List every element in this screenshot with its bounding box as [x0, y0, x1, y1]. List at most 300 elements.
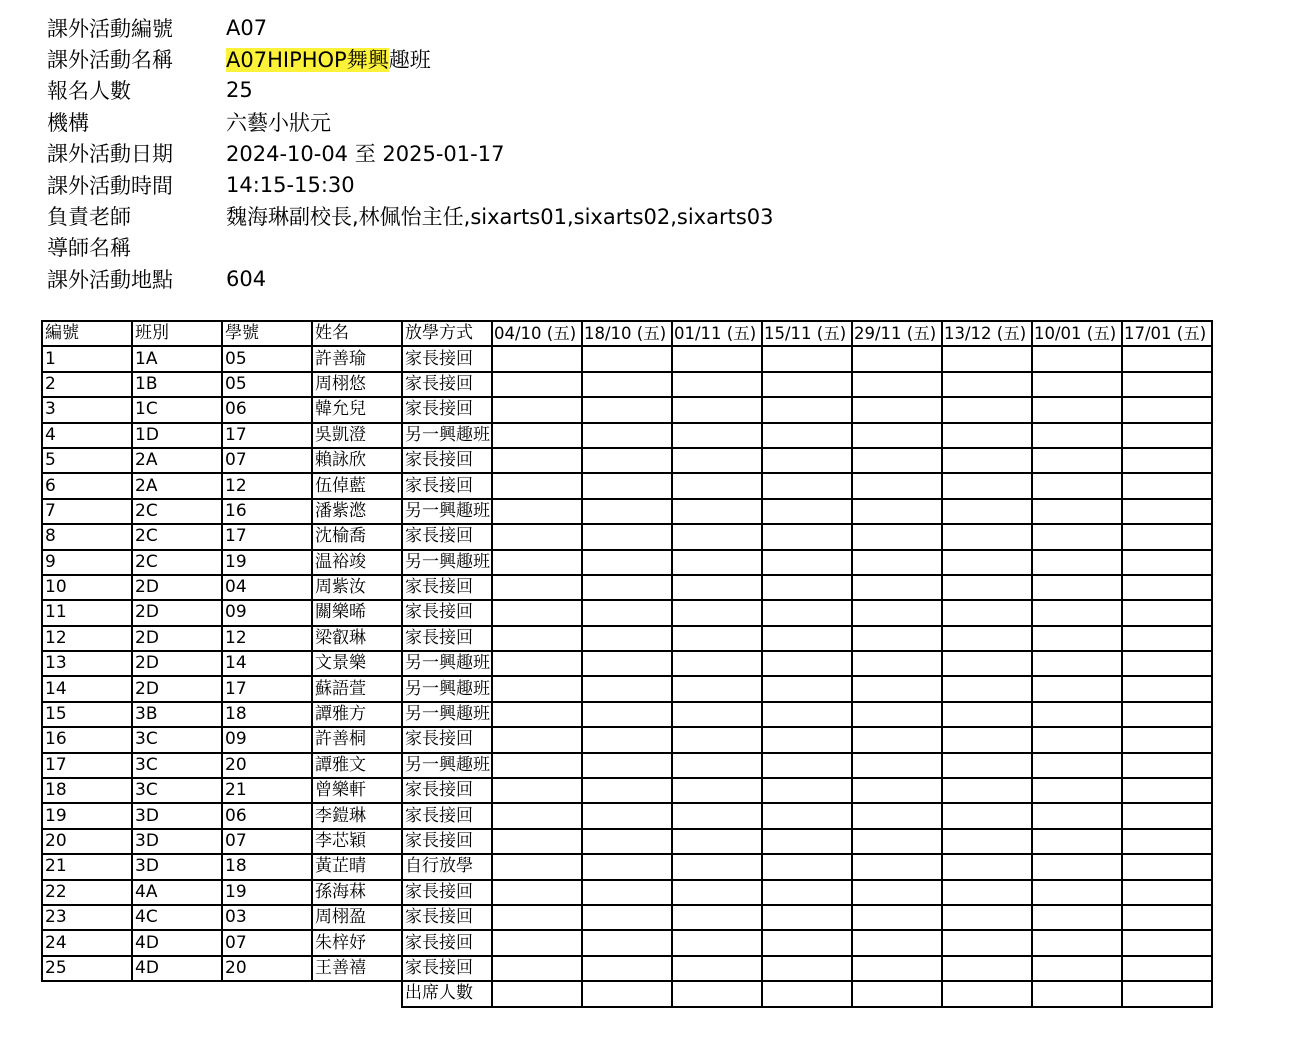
attendance-cell[interactable] [672, 676, 762, 701]
class-cell: 4A [132, 880, 222, 905]
attendance-cell[interactable] [1032, 423, 1122, 448]
organisation-row [47, 106, 774, 137]
attendance-cell[interactable] [492, 803, 582, 828]
attendance-cell[interactable] [582, 550, 672, 575]
attendance-cell[interactable] [1122, 499, 1212, 524]
attendance-cell[interactable] [762, 550, 852, 575]
table-row [42, 651, 1212, 676]
attendance-cell[interactable] [492, 651, 582, 676]
class-cell: 2D [132, 575, 222, 600]
attendance-cell[interactable] [492, 600, 582, 625]
attendance-cell[interactable] [942, 956, 1032, 981]
attendance-cell[interactable] [942, 803, 1032, 828]
attendance-cell[interactable] [582, 600, 672, 625]
attendance-cell[interactable] [672, 930, 762, 955]
attendance-cell[interactable] [852, 956, 942, 981]
attendance-cell[interactable] [1032, 880, 1122, 905]
dismissal-method-cell: 家長接回 [402, 930, 492, 955]
attendance-cell[interactable] [762, 880, 852, 905]
attendance-cell[interactable] [762, 651, 852, 676]
student-number-cell: 03 [222, 905, 312, 930]
attendance-cell[interactable] [852, 829, 942, 854]
student-number-cell: 17 [222, 423, 312, 448]
attendance-cell[interactable] [1122, 930, 1212, 955]
attendance-cell[interactable] [762, 575, 852, 600]
attendance-cell[interactable] [672, 880, 762, 905]
attendance-cell[interactable] [852, 423, 942, 448]
date-column-header: 18/10 (五) [582, 321, 672, 346]
attendance-cell[interactable] [942, 727, 1032, 752]
name-cell: 譚雅方 [312, 702, 402, 727]
row-number-cell: 16 [42, 727, 132, 752]
attendance-cell[interactable] [582, 676, 672, 701]
attendance-cell[interactable] [942, 829, 1032, 854]
dismissal-method-cell: 家長接回 [402, 524, 492, 549]
attendance-cell[interactable] [582, 880, 672, 905]
attendance-cell[interactable] [852, 676, 942, 701]
attendance-cell[interactable] [1032, 626, 1122, 651]
attendance-cell[interactable] [762, 346, 852, 371]
dismissal-method-cell: 另一興趣班 [402, 753, 492, 778]
class-cell: 2A [132, 473, 222, 498]
attendance-cell[interactable] [1122, 651, 1212, 676]
row-number-cell: 4 [42, 423, 132, 448]
attendance-cell[interactable] [1122, 550, 1212, 575]
empty-cell [132, 981, 222, 1006]
name-cell: 潘紫滺 [312, 499, 402, 524]
attendance-cell[interactable] [762, 448, 852, 473]
attendance-cell[interactable] [942, 930, 1032, 955]
attendance-cell[interactable] [1032, 956, 1122, 981]
attendance-cell[interactable] [1122, 905, 1212, 930]
row-number-cell: 22 [42, 880, 132, 905]
attendance-total-cell[interactable] [492, 981, 582, 1006]
name-cell: 許善桐 [312, 727, 402, 752]
attendance-cell[interactable] [582, 473, 672, 498]
attendance-cell[interactable] [672, 473, 762, 498]
name-cell: 周紫汝 [312, 575, 402, 600]
attendance-cell[interactable] [1032, 473, 1122, 498]
attendance-cell[interactable] [852, 575, 942, 600]
attendance-cell[interactable] [582, 346, 672, 371]
attendance-cell[interactable] [672, 829, 762, 854]
attendance-cell[interactable] [852, 880, 942, 905]
attendance-cell[interactable] [852, 372, 942, 397]
attendance-cell[interactable] [942, 626, 1032, 651]
attendance-cell[interactable] [762, 702, 852, 727]
attendance-cell[interactable] [762, 956, 852, 981]
date-column-header: 13/12 (五) [942, 321, 1032, 346]
student-number-cell: 20 [222, 753, 312, 778]
attendance-cell[interactable] [1122, 778, 1212, 803]
table-row [42, 778, 1212, 803]
attendance-cell[interactable] [942, 905, 1032, 930]
row-number-cell: 19 [42, 803, 132, 828]
attendance-cell[interactable] [582, 778, 672, 803]
teacher-value: 魏海琳副校長,林佩怡主任,sixarts01,sixarts02,sixarts03 [226, 205, 774, 230]
class-cell: 3D [132, 803, 222, 828]
attendance-cell[interactable] [942, 778, 1032, 803]
attendance-cell[interactable] [672, 702, 762, 727]
attendance-cell[interactable] [672, 651, 762, 676]
attendance-cell[interactable] [492, 905, 582, 930]
attendance-cell[interactable] [942, 702, 1032, 727]
time-row [47, 169, 774, 200]
attendance-cell[interactable] [852, 626, 942, 651]
class-cell: 1C [132, 397, 222, 422]
row-number-cell: 15 [42, 702, 132, 727]
enrolment-row [47, 75, 774, 106]
attendance-cell[interactable] [852, 448, 942, 473]
attendance-cell[interactable] [672, 854, 762, 879]
name-cell: 許善瑜 [312, 346, 402, 371]
table-row [42, 448, 1212, 473]
attendance-cell[interactable] [1122, 524, 1212, 549]
attendance-cell[interactable] [492, 956, 582, 981]
attendance-cell[interactable] [942, 676, 1032, 701]
attendance-cell[interactable] [942, 880, 1032, 905]
row-number-cell: 21 [42, 854, 132, 879]
attendance-cell[interactable] [942, 854, 1032, 879]
attendance-cell[interactable] [582, 372, 672, 397]
attendance-cell[interactable] [942, 575, 1032, 600]
date-column-header: 04/10 (五) [492, 321, 582, 346]
attendance-cell[interactable] [582, 702, 672, 727]
empty-cell [222, 981, 312, 1006]
attendance-cell[interactable] [1122, 829, 1212, 854]
attendance-cell[interactable] [672, 499, 762, 524]
table-row [42, 575, 1212, 600]
class-cell: 2C [132, 524, 222, 549]
attendance-cell[interactable] [1122, 346, 1212, 371]
attendance-cell[interactable] [852, 473, 942, 498]
attendance-cell[interactable] [582, 803, 672, 828]
venue-label: 課外活動地點 [47, 267, 173, 292]
attendance-cell[interactable] [672, 600, 762, 625]
attendance-cell[interactable] [852, 600, 942, 625]
table-row [42, 550, 1212, 575]
attendance-cell[interactable] [672, 575, 762, 600]
attendance-cell[interactable] [942, 448, 1032, 473]
attendance-cell[interactable] [492, 397, 582, 422]
attendance-cell[interactable] [1032, 778, 1122, 803]
attendance-cell[interactable] [672, 753, 762, 778]
attendance-cell[interactable] [672, 346, 762, 371]
attendance-cell[interactable] [942, 423, 1032, 448]
attendance-cell[interactable] [852, 753, 942, 778]
attendance-cell[interactable] [1032, 854, 1122, 879]
student-number-cell: 09 [222, 727, 312, 752]
attendance-cell[interactable] [672, 448, 762, 473]
attendance-cell[interactable] [492, 702, 582, 727]
attendance-cell[interactable] [1032, 600, 1122, 625]
table-row [42, 473, 1212, 498]
class-cell: 3B [132, 702, 222, 727]
attendance-cell[interactable] [492, 473, 582, 498]
attendance-cell[interactable] [762, 423, 852, 448]
attendance-cell[interactable] [582, 626, 672, 651]
attendance-cell[interactable] [762, 905, 852, 930]
attendance-cell[interactable] [582, 575, 672, 600]
class-cell: 3D [132, 854, 222, 879]
attendance-total-cell[interactable] [1032, 981, 1122, 1006]
class-cell: 2A [132, 448, 222, 473]
attendance-cell[interactable] [1032, 905, 1122, 930]
attendance-cell[interactable] [762, 600, 852, 625]
attendance-cell[interactable] [492, 499, 582, 524]
attendance-total-cell[interactable] [1122, 981, 1212, 1006]
attendance-cell[interactable] [1122, 676, 1212, 701]
name-cell: 黃芷晴 [312, 854, 402, 879]
attendance-cell[interactable] [1032, 550, 1122, 575]
student-number-cell: 12 [222, 473, 312, 498]
class-cell: 2D [132, 626, 222, 651]
attendance-cell[interactable] [672, 803, 762, 828]
row-number-cell: 7 [42, 499, 132, 524]
attendance-cell[interactable] [852, 905, 942, 930]
name-cell: 梁叡琳 [312, 626, 402, 651]
name-cell: 譚雅文 [312, 753, 402, 778]
attendance-cell[interactable] [942, 372, 1032, 397]
class-cell: 4D [132, 930, 222, 955]
activity-no-row [47, 12, 774, 43]
attendance-cell[interactable] [1122, 803, 1212, 828]
attendance-cell[interactable] [492, 880, 582, 905]
attendance-cell[interactable] [1122, 753, 1212, 778]
attendance-cell[interactable] [1122, 956, 1212, 981]
table-row [42, 626, 1212, 651]
attendance-cell[interactable] [1032, 397, 1122, 422]
attendance-cell[interactable] [582, 448, 672, 473]
attendance-cell[interactable] [942, 397, 1032, 422]
attendance-cell[interactable] [672, 727, 762, 752]
attendance-cell[interactable] [1122, 600, 1212, 625]
attendance-cell[interactable] [1122, 473, 1212, 498]
attendance-cell[interactable] [1032, 346, 1122, 371]
name-cell: 孫海菻 [312, 880, 402, 905]
attendance-cell[interactable] [1032, 524, 1122, 549]
attendance-cell[interactable] [942, 524, 1032, 549]
column-header: 班別 [132, 321, 222, 346]
attendance-cell[interactable] [672, 524, 762, 549]
table-row [42, 905, 1212, 930]
attendance-cell[interactable] [1032, 930, 1122, 955]
name-cell: 曾樂軒 [312, 778, 402, 803]
attendance-cell[interactable] [492, 423, 582, 448]
attendance-cell[interactable] [492, 550, 582, 575]
table-row [42, 727, 1212, 752]
attendance-cell[interactable] [1122, 880, 1212, 905]
table-row [42, 423, 1212, 448]
table-row [42, 930, 1212, 955]
attendance-cell[interactable] [1032, 676, 1122, 701]
attendance-cell[interactable] [852, 778, 942, 803]
attendance-cell[interactable] [1032, 727, 1122, 752]
attendance-cell[interactable] [1122, 397, 1212, 422]
attendance-cell[interactable] [762, 524, 852, 549]
attendance-cell[interactable] [582, 499, 672, 524]
row-number-cell: 12 [42, 626, 132, 651]
attendance-cell[interactable] [1032, 448, 1122, 473]
dismissal-method-cell: 家長接回 [402, 448, 492, 473]
name-cell: 賴詠欣 [312, 448, 402, 473]
attendance-cell[interactable] [852, 524, 942, 549]
attendance-cell[interactable] [1032, 575, 1122, 600]
attendance-cell[interactable] [1122, 448, 1212, 473]
attendance-cell[interactable] [1032, 829, 1122, 854]
attendance-cell[interactable] [672, 956, 762, 981]
attendance-cell[interactable] [582, 854, 672, 879]
time-label: 課外活動時間 [47, 173, 173, 198]
attendance-cell[interactable] [582, 524, 672, 549]
attendance-cell[interactable] [852, 727, 942, 752]
attendance-cell[interactable] [852, 702, 942, 727]
student-number-cell: 18 [222, 702, 312, 727]
attendance-cell[interactable] [672, 905, 762, 930]
class-cell: 2D [132, 651, 222, 676]
attendance-cell[interactable] [492, 524, 582, 549]
attendance-cell[interactable] [942, 600, 1032, 625]
attendance-cell[interactable] [942, 499, 1032, 524]
attendance-cell[interactable] [1032, 372, 1122, 397]
attendance-cell[interactable] [1122, 575, 1212, 600]
attendance-cell[interactable] [1122, 854, 1212, 879]
row-number-cell: 1 [42, 346, 132, 371]
attendance-cell[interactable] [942, 550, 1032, 575]
attendance-cell[interactable] [672, 626, 762, 651]
attendance-cell[interactable] [1032, 702, 1122, 727]
attendance-cell[interactable] [762, 930, 852, 955]
attendance-cell[interactable] [582, 956, 672, 981]
row-number-cell: 11 [42, 600, 132, 625]
attendance-cell[interactable] [852, 803, 942, 828]
table-row [42, 803, 1212, 828]
attendance-cell[interactable] [942, 651, 1032, 676]
activity-info [47, 12, 774, 295]
attendance-cell[interactable] [492, 753, 582, 778]
attendance-cell[interactable] [1122, 626, 1212, 651]
attendance-cell[interactable] [582, 651, 672, 676]
attendance-cell[interactable] [762, 854, 852, 879]
attendance-cell[interactable] [942, 346, 1032, 371]
attendance-cell[interactable] [492, 448, 582, 473]
dismissal-method-cell: 家長接回 [402, 778, 492, 803]
attendance-cell[interactable] [672, 372, 762, 397]
row-number-cell: 5 [42, 448, 132, 473]
column-header: 學號 [222, 321, 312, 346]
class-cell: 3C [132, 753, 222, 778]
attendance-cell[interactable] [942, 473, 1032, 498]
attendance-total-cell[interactable] [672, 981, 762, 1006]
empty-cell [42, 981, 132, 1006]
activity-no-value: A07 [226, 15, 268, 40]
attendance-cell[interactable] [852, 550, 942, 575]
attendance-cell[interactable] [492, 778, 582, 803]
attendance-cell[interactable] [762, 803, 852, 828]
attendance-cell[interactable] [582, 727, 672, 752]
attendance-cell[interactable] [582, 905, 672, 930]
attendance-cell[interactable] [852, 651, 942, 676]
attendance-cell[interactable] [1122, 423, 1212, 448]
attendance-cell[interactable] [492, 829, 582, 854]
attendance-cell[interactable] [762, 397, 852, 422]
attendance-cell[interactable] [1032, 499, 1122, 524]
attendance-cell[interactable] [852, 499, 942, 524]
attendance-cell[interactable] [582, 423, 672, 448]
attendance-total-cell[interactable] [942, 981, 1032, 1006]
attendance-cell[interactable] [852, 397, 942, 422]
attendance-total-cell[interactable] [762, 981, 852, 1006]
class-cell: 2C [132, 499, 222, 524]
attendance-cell[interactable] [762, 499, 852, 524]
dismissal-method-cell: 家長接回 [402, 626, 492, 651]
enrolment-label: 報名人數 [47, 79, 131, 104]
name-cell: 韓允兒 [312, 397, 402, 422]
class-cell: 4D [132, 956, 222, 981]
attendance-total-cell[interactable] [852, 981, 942, 1006]
attendance-cell[interactable] [582, 829, 672, 854]
attendance-cell[interactable] [492, 854, 582, 879]
attendance-cell[interactable] [492, 930, 582, 955]
attendance-cell[interactable] [1122, 702, 1212, 727]
attendance-cell[interactable] [762, 626, 852, 651]
attendance-cell[interactable] [672, 550, 762, 575]
student-number-cell: 17 [222, 524, 312, 549]
attendance-cell[interactable] [852, 346, 942, 371]
attendance-cell[interactable] [492, 372, 582, 397]
attendance-cell[interactable] [762, 753, 852, 778]
attendance-cell[interactable] [672, 397, 762, 422]
attendance-total-cell[interactable] [582, 981, 672, 1006]
attendance-cell[interactable] [1032, 651, 1122, 676]
attendance-cell[interactable] [492, 626, 582, 651]
column-header: 姓名 [312, 321, 402, 346]
attendance-cell[interactable] [762, 372, 852, 397]
attendance-cell[interactable] [942, 753, 1032, 778]
dismissal-method-cell: 家長接回 [402, 829, 492, 854]
dismissal-method-cell: 家長接回 [402, 727, 492, 752]
attendance-cell[interactable] [672, 423, 762, 448]
date-column-header: 01/11 (五) [672, 321, 762, 346]
attendance-cell[interactable] [852, 930, 942, 955]
attendance-cell[interactable] [1122, 372, 1212, 397]
attendance-cell[interactable] [1122, 727, 1212, 752]
attendance-cell[interactable] [762, 676, 852, 701]
attendance-cell[interactable] [672, 778, 762, 803]
attendance-cell[interactable] [582, 753, 672, 778]
dismissal-method-cell: 另一興趣班 [402, 499, 492, 524]
attendance-cell[interactable] [492, 575, 582, 600]
student-number-cell: 05 [222, 346, 312, 371]
attendance-cell[interactable] [492, 346, 582, 371]
enrolment-value: 25 [226, 78, 253, 103]
attendance-cell[interactable] [1032, 803, 1122, 828]
attendance-cell[interactable] [762, 778, 852, 803]
attendance-cell[interactable] [762, 473, 852, 498]
attendance-cell[interactable] [762, 727, 852, 752]
attendance-cell[interactable] [582, 930, 672, 955]
attendance-cell[interactable] [492, 727, 582, 752]
name-cell: 王善禧 [312, 956, 402, 981]
table-header-row [42, 321, 1212, 346]
attendance-cell[interactable] [492, 676, 582, 701]
attendance-cell[interactable] [852, 854, 942, 879]
attendance-cell[interactable] [762, 829, 852, 854]
attendance-cell[interactable] [582, 397, 672, 422]
name-cell: 周栩盈 [312, 905, 402, 930]
attendance-cell[interactable] [1032, 753, 1122, 778]
table-row [42, 753, 1212, 778]
